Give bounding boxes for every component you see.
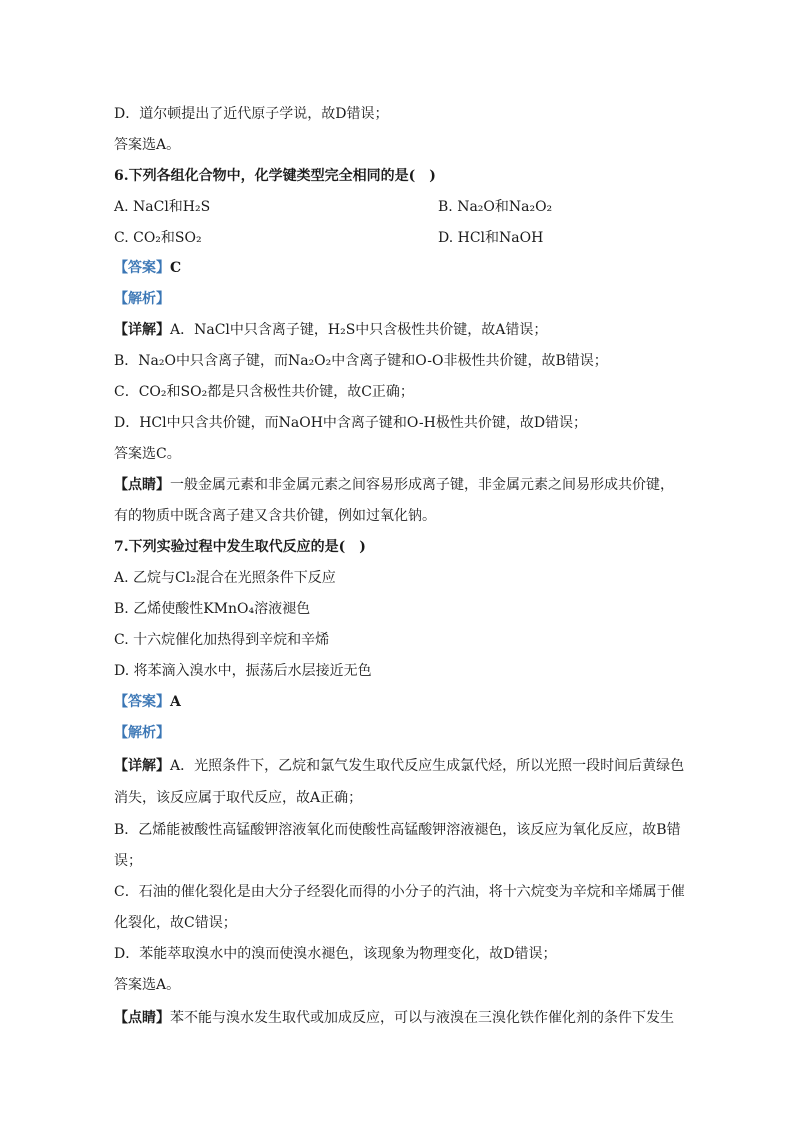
q6-analysis-row	[114, 289, 170, 309]
q6-detail-line-5: 答案选C。	[114, 446, 181, 462]
detail-text: A．光照条件下，乙烷和氯气发生取代反应生成氯代烃，所以光照一段时间后黄绿色	[170, 758, 685, 774]
q7-detail-line-2: 消失，该反应属于取代反应，故A正确；	[114, 790, 363, 806]
q7-detail-line-6: 化裂化，故C错误；	[114, 915, 237, 931]
q7-option-d: D. 将苯滴入溴水中，振荡后水层接近无色	[114, 663, 372, 679]
q6-point-line-1	[114, 475, 674, 495]
q6-detail-line-2: B．Na₂O中只含离子键，而Na₂O₂中含离子键和O-O非极性共价键，故B错误；	[114, 353, 608, 369]
q6-detail-line-3: C．CO₂和SO₂都是只含极性共价键，故C正确；	[114, 384, 414, 400]
q6-detail-line-1	[114, 320, 547, 340]
q7-point-line-1	[114, 1008, 674, 1028]
point-text: 苯不能与溴水发生取代或加成反应，可以与液溴在三溴化铁作催化剂的条件下发生	[170, 1010, 674, 1026]
prev-option-d-explanation: D．道尔顿提出了近代原子学说，故D错误；	[114, 106, 389, 122]
point-tag: 【点睛】	[114, 1010, 170, 1026]
analysis-tag: 【解析】	[114, 725, 170, 741]
point-tag: 【点睛】	[114, 477, 170, 493]
q7-detail-line-7: D．苯能萃取溴水中的溴而使溴水褪色，该现象为物理变化，故D错误；	[114, 946, 557, 962]
q6-question: 6.下列各组化合物中，化学键类型完全相同的是( )	[114, 168, 436, 184]
q6-point-line-2: 有的物质中既含离子建又含共价键，例如过氧化钠。	[114, 508, 436, 524]
q6-option-c: C. CO₂和SO₂	[114, 230, 202, 246]
q7-option-c: C. 十六烷催化加热得到辛烷和辛烯	[114, 632, 330, 648]
q7-detail-line-5: C．石油的催化裂化是由大分子经裂化而得的小分子的汽油，将十六烷变为辛烷和辛烯属于催	[114, 884, 685, 900]
q7-answer-row	[114, 692, 181, 712]
q7-detail-line-8: 答案选A。	[114, 977, 181, 993]
q7-analysis-row	[114, 723, 170, 743]
detail-tag: 【详解】	[114, 758, 170, 774]
q6-answer-row	[114, 258, 181, 278]
analysis-tag: 【解析】	[114, 291, 170, 307]
q6-option-b: B. Na₂O和Na₂O₂	[438, 199, 553, 215]
detail-text: A．NaCl中只含离子键，H₂S中只含极性共价键，故A错误；	[170, 322, 548, 338]
q7-detail-line-4: 误；	[114, 853, 142, 869]
q6-option-d: D. HCl和NaOH	[438, 230, 544, 246]
q6-detail-line-4: D．HCl中只含共价键，而NaOH中含离子键和O-H极性共价键，故D错误；	[114, 415, 588, 431]
q7-option-b: B. 乙烯使酸性KMnO₄溶液褪色	[114, 601, 311, 617]
answer-tag: 【答案】	[114, 260, 170, 276]
q7-option-a: A. 乙烷与Cl₂混合在光照条件下反应	[114, 570, 336, 586]
answer-tag: 【答案】	[114, 694, 170, 710]
answer-value: C	[170, 260, 182, 276]
detail-tag: 【详解】	[114, 322, 170, 338]
q7-question: 7.下列实验过程中发生取代反应的是( )	[114, 539, 366, 555]
q7-detail-line-3: B．乙烯能被酸性高锰酸钾溶液氧化而使酸性高锰酸钾溶液褪色，该反应为氧化反应，故B错	[114, 822, 681, 838]
q6-option-a: A. NaCl和H₂S	[114, 199, 211, 215]
point-text: 一般金属元素和非金属元素之间容易形成离子键，非金属元素之间易形成共价键，	[170, 477, 674, 493]
answer-value: A	[170, 694, 181, 710]
q7-detail-line-1	[114, 756, 684, 776]
prev-answer-line: 答案选A。	[114, 137, 181, 153]
